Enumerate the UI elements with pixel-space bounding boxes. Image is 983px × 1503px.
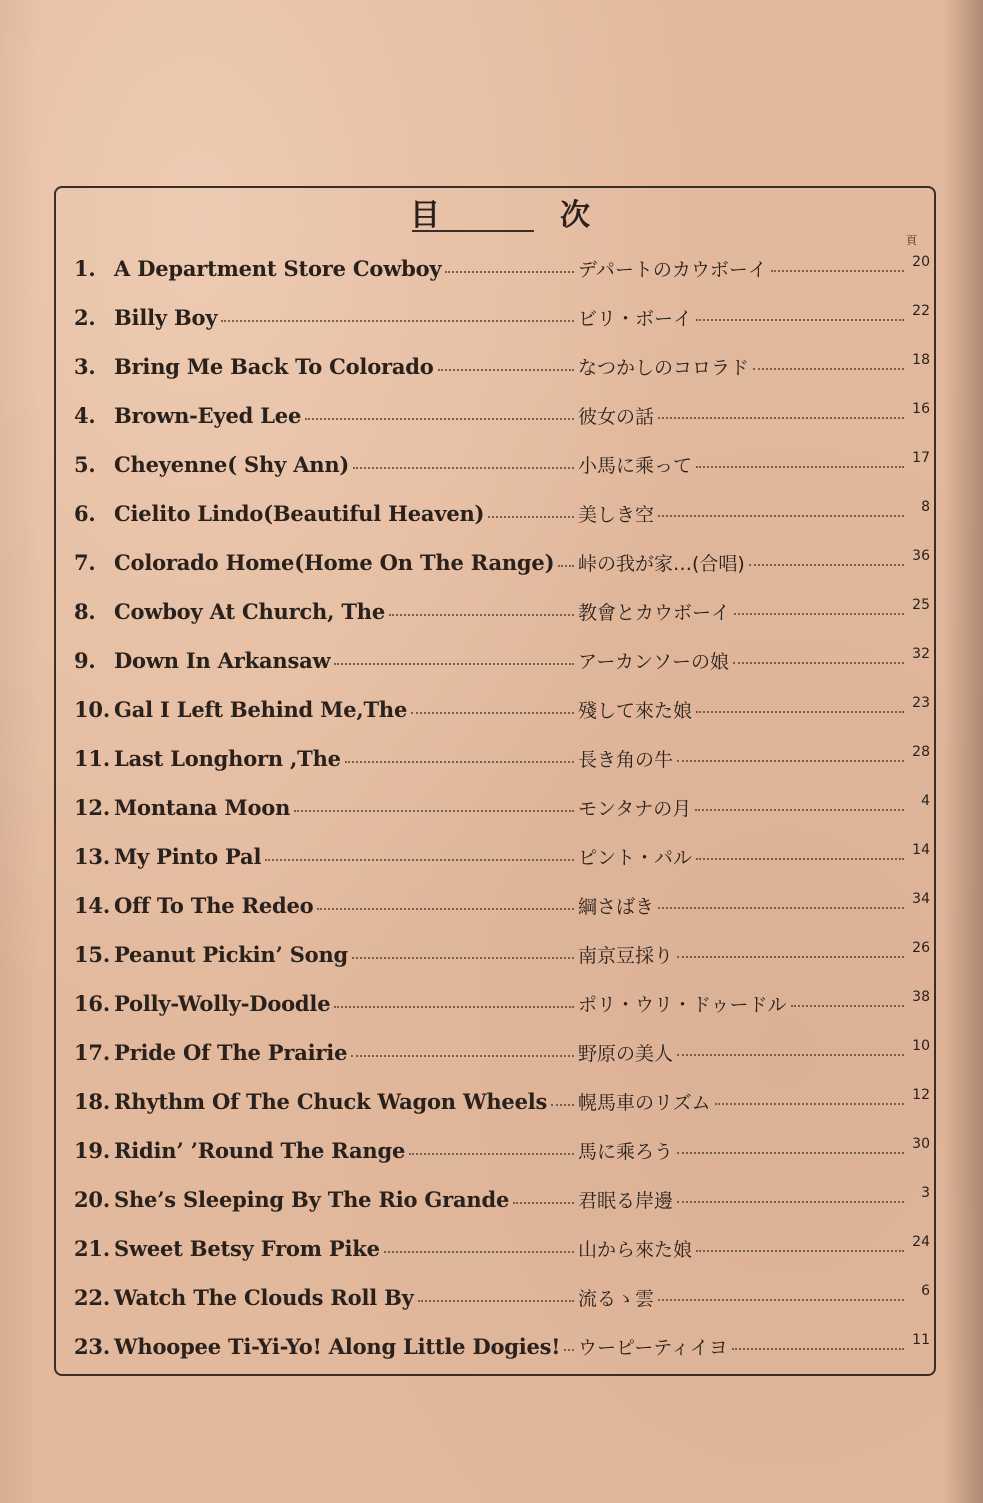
toc-entry — [74, 930, 930, 979]
japanese-title-cell — [578, 451, 930, 478]
japanese-title: ポリ・ウリ・ドゥードル — [578, 994, 787, 1016]
entry-number: 17. — [74, 1040, 110, 1065]
page-number: 38 — [912, 990, 930, 1005]
dot-leader — [791, 1005, 904, 1007]
english-title: Ridin’ ’Round The Range — [114, 1138, 406, 1163]
dot-leader — [696, 1250, 904, 1252]
dot-leader — [389, 614, 574, 616]
japanese-title-cell — [578, 1235, 930, 1262]
dot-leader — [677, 1201, 904, 1203]
entry-number: 8. — [74, 599, 96, 624]
dot-leader — [732, 1348, 904, 1350]
toc-entry — [74, 1322, 930, 1371]
entry-number: 19. — [74, 1138, 110, 1163]
page-number: 32 — [912, 647, 930, 662]
entry-number: 9. — [74, 648, 96, 673]
dot-leader — [564, 1349, 574, 1351]
page-number: 12 — [912, 1088, 930, 1103]
toc-entry — [74, 244, 930, 293]
entry-number: 21. — [74, 1236, 110, 1261]
english-title-cell — [74, 746, 578, 771]
entry-number: 10. — [74, 697, 110, 722]
japanese-title-cell — [578, 1284, 930, 1311]
page-number: 25 — [912, 598, 930, 613]
dot-leader — [658, 1299, 904, 1301]
english-title-cell — [74, 1187, 578, 1212]
japanese-title-cell — [578, 990, 930, 1017]
english-title: Down In Arkansaw — [114, 648, 331, 673]
page-number: 10 — [912, 1039, 930, 1054]
english-title: Cielito Lindo(Beautiful Heaven) — [114, 501, 485, 526]
english-title-cell — [74, 648, 578, 673]
entry-number: 5. — [74, 452, 96, 477]
toc-entry — [74, 1175, 930, 1224]
japanese-title: 教會とカウボーイ — [578, 602, 731, 624]
toc-heading — [410, 192, 590, 232]
page-number: 8 — [921, 500, 930, 515]
entry-number: 6. — [74, 501, 96, 526]
english-title: Gal I Left Behind Me,The — [114, 697, 408, 722]
page-number: 4 — [921, 794, 930, 809]
toc-entry — [74, 881, 930, 930]
toc-entry — [74, 1126, 930, 1175]
english-title-cell — [74, 403, 578, 428]
entry-number: 13. — [74, 844, 110, 869]
toc-entry — [74, 1077, 930, 1126]
dot-leader — [352, 957, 574, 959]
dot-leader — [445, 271, 574, 273]
english-title: Brown-Eyed Lee — [114, 403, 302, 428]
toc-entry — [74, 587, 930, 636]
dot-leader — [438, 369, 574, 371]
page-number: 34 — [912, 892, 930, 907]
japanese-title: ピント・パル — [578, 847, 693, 869]
entry-number: 16. — [74, 991, 110, 1016]
dot-leader — [409, 1153, 574, 1155]
dot-leader — [696, 858, 904, 860]
english-title: A Department Store Cowboy — [114, 256, 442, 281]
japanese-title-cell — [578, 402, 930, 429]
heading-char-2: 次 — [560, 198, 590, 233]
dot-leader — [345, 761, 574, 763]
entry-number: 3. — [74, 354, 96, 379]
japanese-title-cell — [578, 1088, 930, 1115]
page-number: 11 — [912, 1333, 930, 1348]
japanese-title-cell — [578, 745, 930, 772]
dot-leader — [558, 565, 574, 567]
page-number: 3 — [921, 1186, 930, 1201]
japanese-title-cell — [578, 696, 930, 723]
japanese-title: 小馬に乘って — [578, 455, 693, 477]
dot-leader — [334, 663, 574, 665]
japanese-title: なつかしのコロラド — [578, 357, 750, 379]
english-title-cell — [74, 893, 578, 918]
toc-entry — [74, 636, 930, 685]
english-title: Peanut Pickin’ Song — [114, 942, 349, 967]
page-number: 28 — [912, 745, 930, 760]
japanese-title-cell — [578, 892, 930, 919]
japanese-title-cell — [578, 1333, 930, 1360]
english-title: Cowboy At Church, The — [114, 599, 385, 624]
page-number: 14 — [912, 843, 930, 858]
page-number: 24 — [912, 1235, 930, 1250]
english-title: Billy Boy — [114, 305, 218, 330]
dot-leader — [771, 270, 904, 272]
dot-leader — [753, 368, 904, 370]
japanese-title: 南京豆採り — [578, 945, 674, 967]
english-title: Cheyenne( Shy Ann) — [114, 452, 350, 477]
dot-leader — [513, 1202, 574, 1204]
japanese-title: 山から來た娘 — [578, 1239, 693, 1261]
japanese-title-cell — [578, 1137, 930, 1164]
english-title: Watch The Clouds Roll By — [114, 1285, 414, 1310]
english-title-cell — [74, 256, 578, 281]
english-title: Bring Me Back To Colorado — [114, 354, 434, 379]
entry-number: 18. — [74, 1089, 110, 1114]
japanese-title: 彼女の話 — [578, 406, 655, 428]
japanese-title-cell — [578, 255, 930, 282]
page-number: 30 — [912, 1137, 930, 1152]
dot-leader — [658, 417, 904, 419]
heading-char-1: 目 — [410, 198, 440, 233]
dot-leader — [351, 1055, 574, 1057]
dot-leader — [305, 418, 574, 420]
japanese-title: 峠の我が家…(合唱) — [578, 553, 745, 575]
toc-entry — [74, 783, 930, 832]
toc-entry — [74, 1224, 930, 1273]
dot-leader — [715, 1103, 904, 1105]
toc-entry — [74, 734, 930, 783]
english-title: She’s Sleeping By The Rio Grande — [114, 1187, 510, 1212]
japanese-title: 綱さばき — [578, 896, 655, 918]
dot-leader — [658, 515, 904, 517]
english-title: Whoopee Ti-Yi-Yo! Along Little Dogies! — [114, 1334, 561, 1359]
entry-number: 15. — [74, 942, 110, 967]
japanese-title-cell — [578, 941, 930, 968]
english-title: Last Longhorn ,The — [114, 746, 341, 771]
dot-leader — [418, 1300, 574, 1302]
english-title-cell — [74, 354, 578, 379]
japanese-title: ウーピーティイヨ — [578, 1337, 728, 1359]
japanese-title-cell — [578, 500, 930, 527]
japanese-title-cell — [578, 549, 930, 576]
english-title-cell — [74, 697, 578, 722]
page-number: 26 — [912, 941, 930, 956]
entry-number: 23. — [74, 1334, 110, 1359]
toc-entry — [74, 293, 930, 342]
dot-leader — [265, 859, 574, 861]
dot-leader — [696, 319, 904, 321]
dot-leader — [677, 760, 904, 762]
english-title: Colorado Home(Home On The Range) — [114, 550, 555, 575]
toc-entry — [74, 1028, 930, 1077]
japanese-title: 野原の美人 — [578, 1043, 674, 1065]
dot-leader — [696, 466, 904, 468]
japanese-title-cell — [578, 1039, 930, 1066]
entry-number: 1. — [74, 256, 96, 281]
entry-number: 2. — [74, 305, 96, 330]
entry-number: 12. — [74, 795, 110, 820]
english-title-cell — [74, 599, 578, 624]
dot-leader — [411, 712, 574, 714]
english-title: Pride Of The Prairie — [114, 1040, 348, 1065]
dot-leader — [696, 711, 904, 713]
japanese-title: アーカンソーの娘 — [578, 651, 730, 673]
japanese-title: 流るゝ雲 — [578, 1288, 655, 1310]
toc-entry — [74, 538, 930, 587]
japanese-title: 殘して來た娘 — [578, 700, 693, 722]
dot-leader — [734, 613, 904, 615]
japanese-title: 馬に乘ろう — [578, 1141, 674, 1163]
english-title-cell — [74, 795, 578, 820]
japanese-title: ビリ・ボーイ — [578, 308, 693, 330]
entry-number: 11. — [74, 746, 110, 771]
page-number: 17 — [912, 451, 930, 466]
english-title-cell — [74, 1334, 578, 1359]
english-title-cell — [74, 501, 578, 526]
english-title-cell — [74, 452, 578, 477]
toc-entry — [74, 391, 930, 440]
japanese-title-cell — [578, 647, 930, 674]
english-title-cell — [74, 1236, 578, 1261]
toc-list — [74, 244, 930, 1371]
english-title: Polly-Wolly-Doodle — [114, 991, 331, 1016]
dot-leader — [334, 1006, 574, 1008]
japanese-title: 君眠る岸邊 — [578, 1190, 674, 1212]
japanese-title-cell — [578, 353, 930, 380]
dot-leader — [221, 320, 574, 322]
english-title-cell — [74, 550, 578, 575]
japanese-title-cell — [578, 304, 930, 331]
dot-leader — [317, 908, 574, 910]
japanese-title: 長き角の牛 — [578, 749, 674, 771]
japanese-title-cell — [578, 794, 930, 821]
entry-number: 7. — [74, 550, 96, 575]
english-title: Sweet Betsy From Pike — [114, 1236, 380, 1261]
japanese-title: モンタナの月 — [578, 798, 692, 820]
entry-number: 20. — [74, 1187, 110, 1212]
dot-leader — [384, 1251, 574, 1253]
dot-leader — [677, 1054, 904, 1056]
japanese-title-cell — [578, 598, 930, 625]
english-title-cell — [74, 844, 578, 869]
dot-leader — [551, 1104, 574, 1106]
english-title-cell — [74, 1040, 578, 1065]
entry-number: 22. — [74, 1285, 110, 1310]
heading-underline — [412, 230, 534, 232]
page-number: 16 — [912, 402, 930, 417]
dot-leader — [677, 956, 904, 958]
japanese-title-cell — [578, 1186, 930, 1213]
toc-entry — [74, 489, 930, 538]
toc-entry — [74, 979, 930, 1028]
toc-entry — [74, 832, 930, 881]
dot-leader — [695, 809, 904, 811]
english-title-cell — [74, 942, 578, 967]
entry-number: 14. — [74, 893, 110, 918]
toc-entry — [74, 440, 930, 489]
page-number: 36 — [912, 549, 930, 564]
english-title: My Pinto Pal — [114, 844, 262, 869]
page-number: 20 — [912, 255, 930, 270]
japanese-title: デパートのカウボーイ — [578, 259, 767, 281]
japanese-title: 美しき空 — [578, 504, 655, 526]
english-title: Rhythm Of The Chuck Wagon Wheels — [114, 1089, 548, 1114]
english-title-cell — [74, 1089, 578, 1114]
dot-leader — [353, 467, 574, 469]
toc-entry — [74, 342, 930, 391]
english-title: Off To The Redeo — [114, 893, 314, 918]
english-title-cell — [74, 305, 578, 330]
dot-leader — [294, 810, 574, 812]
entry-number: 4. — [74, 403, 96, 428]
page-number: 23 — [912, 696, 930, 711]
dot-leader — [749, 564, 904, 566]
english-title-cell — [74, 1138, 578, 1163]
toc-entry — [74, 685, 930, 734]
dot-leader — [658, 907, 904, 909]
english-title-cell — [74, 991, 578, 1016]
english-title: Montana Moon — [114, 795, 291, 820]
japanese-title: 幌馬車のリズム — [578, 1092, 711, 1114]
page-number: 6 — [921, 1284, 930, 1299]
dot-leader — [677, 1152, 904, 1154]
page-number: 18 — [912, 353, 930, 368]
toc-entry — [74, 1273, 930, 1322]
dot-leader — [488, 516, 574, 518]
japanese-title-cell — [578, 843, 930, 870]
english-title-cell — [74, 1285, 578, 1310]
dot-leader — [733, 662, 904, 664]
page-number: 22 — [912, 304, 930, 319]
page-column-label: 頁 — [906, 234, 917, 247]
